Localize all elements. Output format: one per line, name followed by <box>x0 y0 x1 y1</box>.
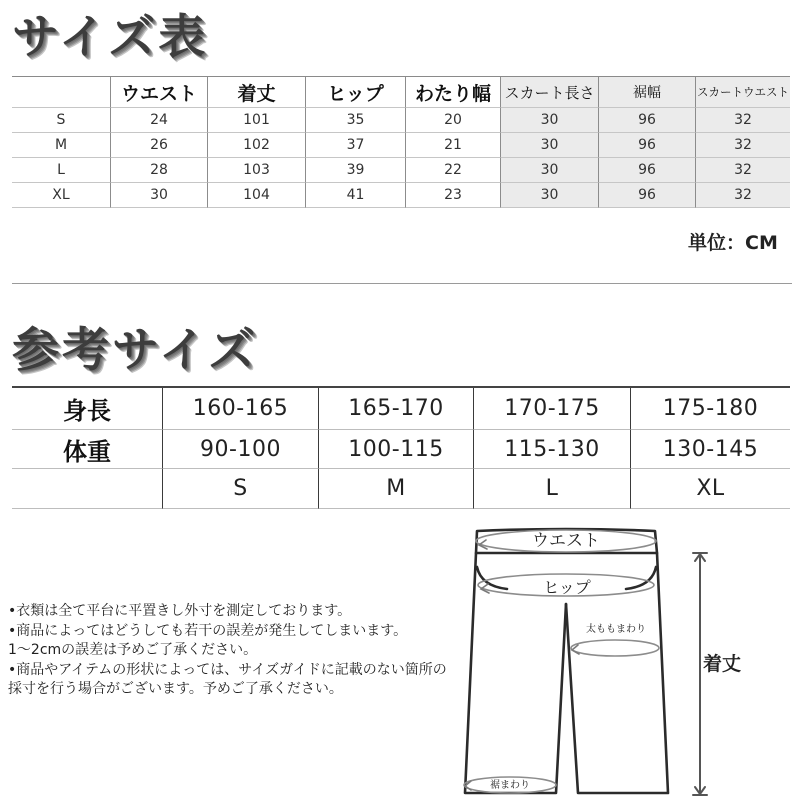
reference-size-table <box>12 386 790 509</box>
pants-diagram <box>450 515 760 800</box>
column-header: ヒップ <box>305 77 405 108</box>
hip-arrowhead <box>481 584 489 593</box>
measurement-cell: 96 <box>598 158 695 183</box>
measurement-cell: 103 <box>207 158 305 183</box>
measurement-cell: 32 <box>695 133 790 158</box>
reference-value-cell: XL <box>630 469 790 509</box>
measurement-cell: 35 <box>305 108 405 133</box>
unit-label: 単位：CM <box>688 232 778 254</box>
measurement-notes <box>8 602 468 700</box>
column-header: ウエスト <box>110 77 207 108</box>
size-label: L <box>12 158 110 183</box>
column-header: 着丈 <box>207 77 305 108</box>
pants-outline <box>465 529 668 793</box>
column-header: わたり幅 <box>405 77 500 108</box>
size-label: XL <box>12 183 110 208</box>
waist-label: ウエスト <box>532 531 600 551</box>
reference-value-cell: 175-180 <box>630 388 790 430</box>
measurement-cell: 30 <box>500 183 598 208</box>
measurement-cell: 37 <box>305 133 405 158</box>
measurement-cell: 32 <box>695 108 790 133</box>
measurement-cell: 32 <box>695 183 790 208</box>
measurement-cell: 30 <box>500 133 598 158</box>
measurement-cell: 32 <box>695 158 790 183</box>
measurement-cell: 102 <box>207 133 305 158</box>
note-line: •商品によってはどうしても若干の誤差が発生してしまいます。 <box>8 622 408 639</box>
measurement-cell: 41 <box>305 183 405 208</box>
measurement-cell: 30 <box>500 108 598 133</box>
reference-row-label: 体重 <box>12 430 162 469</box>
size-label: S <box>12 108 110 133</box>
note-line: 採寸を行う場合がございます。予めご了承ください。 <box>8 681 343 697</box>
size-chart-title: サイズ表 <box>12 10 209 65</box>
measurement-cell: 22 <box>405 158 500 183</box>
size-label: M <box>12 133 110 158</box>
reference-row-label: 身長 <box>12 388 162 430</box>
reference-value-cell: 115-130 <box>473 430 630 469</box>
measurement-cell: 23 <box>405 183 500 208</box>
reference-value-cell: S <box>162 469 318 509</box>
measurement-cell: 24 <box>110 108 207 133</box>
thigh-label: 太ももまわり <box>586 624 646 635</box>
measurement-cell: 96 <box>598 133 695 158</box>
reference-value-cell: 165-170 <box>318 388 473 430</box>
note-line: 1～2cmの誤差は予めご了承ください。 <box>8 642 258 658</box>
note-line: •商品やアイテムの形状によっては、サイズガイドに記載のない箇所の <box>8 661 447 678</box>
measurement-cell: 20 <box>405 108 500 133</box>
column-header: スカート長さ <box>500 77 598 108</box>
size-table <box>12 76 790 208</box>
reference-value-cell: 170-175 <box>473 388 630 430</box>
measurement-cell: 30 <box>500 158 598 183</box>
reference-value-cell: M <box>318 469 473 509</box>
hem-label: 裾まわり <box>490 780 530 791</box>
reference-value-cell: 130-145 <box>630 430 790 469</box>
header-corner-cell <box>12 77 110 108</box>
thigh-measure-loop <box>571 640 659 656</box>
length-label: 着丈 <box>703 653 742 675</box>
measurement-cell: 104 <box>207 183 305 208</box>
waist-arrowhead <box>479 540 487 549</box>
column-header: 裾幅 <box>598 77 695 108</box>
hip-label: ヒップ <box>543 578 591 597</box>
reference-value-cell: 100-115 <box>318 430 473 469</box>
note-line: •衣類は全て平台に平置きし外寸を測定しております。 <box>8 603 352 619</box>
column-header: スカートウエスト <box>695 77 790 108</box>
measurement-cell: 96 <box>598 183 695 208</box>
measurement-cell: 96 <box>598 108 695 133</box>
reference-row-label <box>12 469 162 509</box>
reference-value-cell: 160-165 <box>162 388 318 430</box>
measurement-cell: 21 <box>405 133 500 158</box>
reference-value-cell: 90-100 <box>162 430 318 469</box>
measurement-cell: 30 <box>110 183 207 208</box>
measurement-cell: 39 <box>305 158 405 183</box>
section-divider <box>12 283 792 284</box>
reference-size-title: 参考サイズ <box>12 323 259 378</box>
measurement-loops <box>464 530 659 793</box>
reference-value-cell: L <box>473 469 630 509</box>
measurement-cell: 26 <box>110 133 207 158</box>
measurement-cell: 28 <box>110 158 207 183</box>
measurement-cell: 101 <box>207 108 305 133</box>
